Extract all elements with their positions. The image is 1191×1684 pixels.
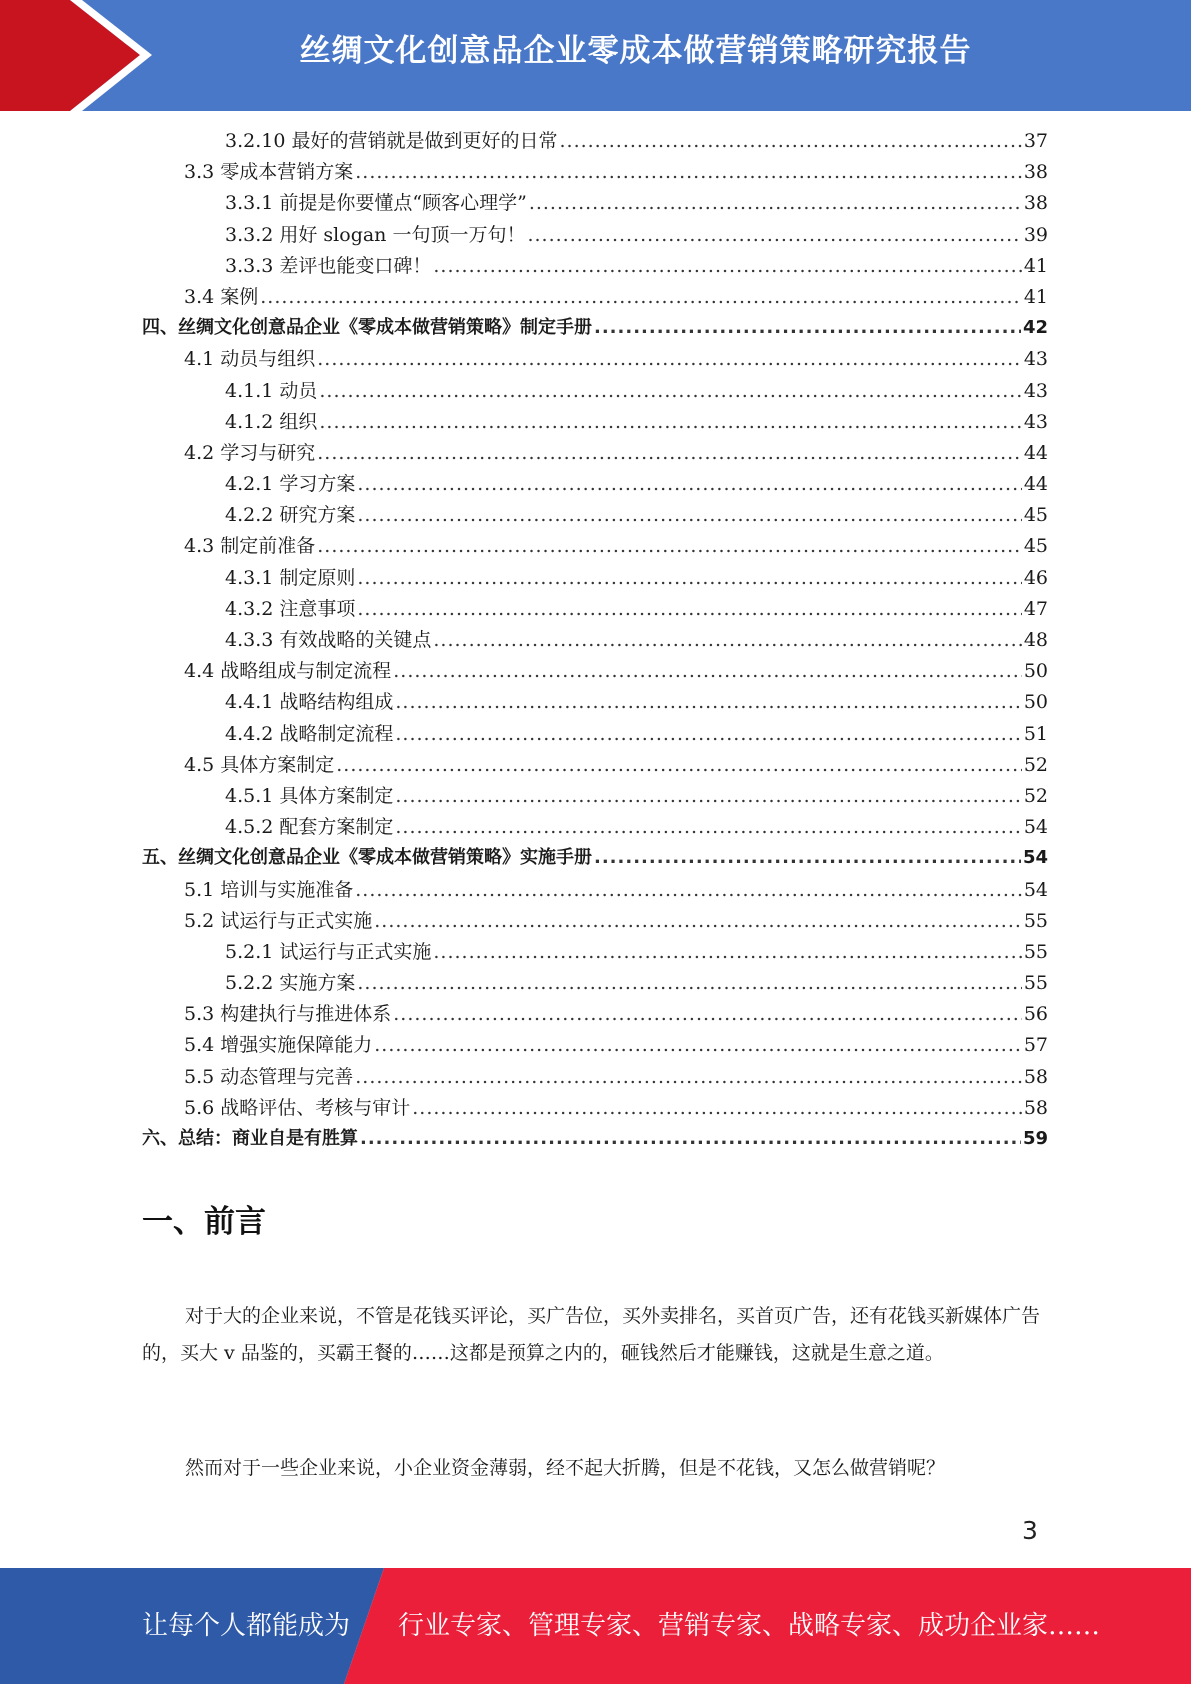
intro-paragraph-2: 然而对于一些企业来说，小企业资金薄弱，经不起大折腾，但是不花钱，又怎么做营销呢？ <box>185 1457 946 1479</box>
toc-dot-leader <box>594 317 1021 338</box>
toc-entry-page: 55 <box>1023 940 1048 963</box>
toc-dot-leader <box>317 442 1022 464</box>
toc-entry-page: 41 <box>1023 285 1048 308</box>
toc-entry[interactable] <box>142 563 1048 594</box>
toc-entry-page: 54 <box>1022 847 1048 869</box>
toc-dot-leader <box>374 910 1022 932</box>
toc-dot-leader <box>357 567 1021 589</box>
toc-entry-label: 4.3 制定前准备 <box>184 535 316 558</box>
toc-entry-page: 54 <box>1023 878 1048 901</box>
toc-entry[interactable] <box>142 251 1048 282</box>
toc-entry-label: 4.3.3 有效战略的关键点 <box>225 629 432 651</box>
toc-entry-page: 55 <box>1023 972 1048 995</box>
toc-entry-label: 5.5 动态管理与完善 <box>184 1065 354 1088</box>
toc-entry-label: 3.3.2 用好 slogan 一句顶一万句！ <box>225 223 526 246</box>
toc-entry[interactable] <box>142 781 1048 812</box>
toc-dot-leader <box>527 224 1021 246</box>
toc-entry-label: 5.1 培训与实施准备 <box>184 878 354 901</box>
toc-entry-label: 4.5 具体方案制定 <box>184 753 335 776</box>
toc-entry[interactable] <box>142 1062 1048 1093</box>
toc-entry-label: 五、丝绸文化创意品企业《零成本做营销策略》实施手册 <box>142 847 592 869</box>
toc-entry-page: 54 <box>1023 816 1048 839</box>
toc-entry-page: 50 <box>1023 691 1048 714</box>
toc-entry[interactable] <box>142 750 1048 781</box>
toc-entry[interactable] <box>142 376 1048 407</box>
page-footer <box>0 1568 1191 1684</box>
toc-entry[interactable] <box>142 531 1048 562</box>
toc-dot-leader <box>594 847 1021 868</box>
toc-entry[interactable] <box>142 594 1048 625</box>
toc-entry-label: 4.1.2 组织 <box>225 410 318 433</box>
toc-entry-label: 4.3.2 注意事项 <box>225 597 356 620</box>
toc-entry-page: 52 <box>1023 753 1048 776</box>
toc-dot-leader <box>393 660 1022 682</box>
toc-dot-leader <box>319 411 1021 433</box>
toc-entry-page: 50 <box>1023 660 1048 683</box>
toc-entry-page: 52 <box>1023 784 1048 807</box>
toc-entry-label: 5.2.1 试运行与正式实施 <box>225 940 432 963</box>
toc-entry-label: 3.4 案例 <box>184 285 259 308</box>
toc-dot-leader <box>355 879 1022 901</box>
toc-dot-leader <box>357 598 1021 620</box>
section-heading: 一、前言 <box>142 1204 266 1240</box>
toc-entry-page: 58 <box>1023 1096 1048 1119</box>
toc-entry-page: 42 <box>1022 317 1048 339</box>
toc-dot-leader <box>336 754 1022 776</box>
toc-dot-leader <box>360 1128 1021 1149</box>
toc-entry-page: 56 <box>1023 1003 1048 1026</box>
toc-entry[interactable] <box>142 875 1048 906</box>
toc-dot-leader <box>433 941 1021 963</box>
toc-entry[interactable] <box>142 719 1048 750</box>
toc-entry-page: 37 <box>1023 130 1048 152</box>
toc-entry-page: 47 <box>1023 597 1048 620</box>
toc-dot-leader <box>559 130 1021 152</box>
toc-entry-label: 3.2.10 最好的营销就是做到更好的日常 <box>225 130 558 152</box>
toc-entry-page: 55 <box>1023 909 1048 932</box>
toc-entry[interactable] <box>142 407 1048 438</box>
toc-entry[interactable] <box>142 313 1048 344</box>
toc-dot-leader <box>395 723 1021 745</box>
toc-entry-label: 5.4 增强实施保障能力 <box>184 1034 373 1057</box>
toc-entry-page: 46 <box>1023 566 1048 589</box>
toc-entry-label: 4.1.1 动员 <box>225 379 318 402</box>
table-of-contents <box>142 126 1048 1155</box>
toc-entry-label: 4.3.1 制定原则 <box>225 566 356 589</box>
toc-entry[interactable] <box>142 438 1048 469</box>
toc-entry-label: 5.2.2 实施方案 <box>225 972 356 995</box>
toc-entry-label: 5.3 构建执行与推进体系 <box>184 1003 392 1026</box>
toc-entry[interactable] <box>142 937 1048 968</box>
toc-entry[interactable] <box>142 500 1048 531</box>
toc-entry-page: 39 <box>1023 223 1048 246</box>
toc-entry[interactable] <box>142 968 1048 999</box>
toc-dot-leader <box>529 192 1022 214</box>
toc-entry-label: 4.4.2 战略制定流程 <box>225 722 394 745</box>
toc-entry-label: 4.4 战略组成与制定流程 <box>184 660 392 683</box>
footer-slogan-roles: 行业专家、管理专家、营销专家、战略专家、成功企业家…… <box>398 1611 1101 1641</box>
toc-entry-page: 41 <box>1023 254 1048 277</box>
toc-entry[interactable] <box>142 157 1048 188</box>
page-header <box>0 0 1191 111</box>
toc-entry[interactable] <box>142 188 1048 219</box>
footer-slogan-lead: 让每个人都能成为 <box>142 1611 351 1641</box>
toc-entry-label: 3.3.3 差评也能变口碑！ <box>225 254 432 277</box>
toc-dot-leader <box>317 348 1022 370</box>
toc-entry-label: 4.5.2 配套方案制定 <box>225 816 394 839</box>
toc-entry-page: 44 <box>1023 441 1048 464</box>
toc-entry-label: 六、总结：商业自是有胜算 <box>142 1128 358 1149</box>
toc-dot-leader <box>317 535 1022 557</box>
toc-dot-leader <box>357 504 1021 526</box>
report-title: 丝绸文化创意品企业零成本做营销策略研究报告 <box>299 33 972 69</box>
toc-dot-leader <box>355 161 1022 183</box>
toc-entry-label: 4.1 动员与组织 <box>184 348 316 371</box>
toc-entry-page: 43 <box>1023 348 1048 371</box>
toc-dot-leader <box>260 286 1022 308</box>
toc-dot-leader <box>355 1066 1022 1088</box>
toc-dot-leader <box>433 629 1021 651</box>
toc-entry[interactable] <box>142 126 1048 157</box>
toc-dot-leader <box>357 473 1021 495</box>
toc-entry-page: 45 <box>1023 504 1048 527</box>
toc-dot-leader <box>395 785 1021 807</box>
toc-entry-label: 3.3.1 前提是你要懂点“顾客心理学” <box>225 192 527 215</box>
toc-dot-leader <box>412 1097 1022 1119</box>
toc-entry-label: 4.2 学习与研究 <box>184 441 316 464</box>
toc-entry[interactable] <box>142 812 1048 843</box>
toc-entry-label: 3.3 零成本营销方案 <box>184 161 354 184</box>
toc-entry-label: 4.4.1 战略结构组成 <box>225 691 394 714</box>
toc-entry-label: 4.2.2 研究方案 <box>225 504 356 527</box>
toc-entry-label: 5.6 战略评估、考核与审计 <box>184 1096 411 1119</box>
toc-entry[interactable] <box>142 999 1048 1030</box>
toc-entry-page: 43 <box>1023 379 1048 402</box>
intro-paragraph-1: 对于大的企业来说，不管是花钱买评论，买广告位，买外卖排名，买首页广告，还有花钱买新媒体广告的，买大 v 品鉴的，买霸王餐的……这都是预算之内的，砸钱然后才能赚钱，这就是生意之道。 <box>142 1305 1041 1364</box>
toc-entry-label: 4.5.1 具体方案制定 <box>225 784 394 807</box>
toc-entry[interactable] <box>142 344 1048 375</box>
page-number: 3 <box>1022 1516 1038 1545</box>
toc-entry[interactable] <box>142 220 1048 251</box>
toc-entry[interactable] <box>142 1030 1048 1061</box>
toc-entry-page: 45 <box>1023 535 1048 558</box>
toc-entry[interactable] <box>142 843 1048 874</box>
toc-dot-leader <box>395 691 1021 713</box>
toc-dot-leader <box>374 1034 1022 1056</box>
toc-entry-label: 4.2.1 学习方案 <box>225 473 356 496</box>
toc-entry-page: 44 <box>1023 473 1048 496</box>
toc-entry-page: 48 <box>1023 629 1048 651</box>
toc-entry-label: 四、丝绸文化创意品企业《零成本做营销策略》制定手册 <box>142 317 592 339</box>
toc-entry[interactable] <box>142 625 1048 656</box>
toc-entry-page: 43 <box>1023 410 1048 433</box>
toc-entry-page: 38 <box>1023 192 1048 215</box>
toc-entry-page: 51 <box>1023 722 1048 745</box>
toc-entry-page: 59 <box>1022 1128 1048 1149</box>
toc-entry[interactable] <box>142 282 1048 313</box>
toc-entry[interactable] <box>142 469 1048 500</box>
toc-entry-page: 57 <box>1023 1034 1048 1057</box>
toc-dot-leader <box>395 816 1021 838</box>
toc-dot-leader <box>433 255 1021 277</box>
toc-entry[interactable] <box>142 656 1048 687</box>
toc-entry[interactable] <box>142 1093 1048 1124</box>
toc-dot-leader <box>319 380 1021 402</box>
toc-entry-page: 38 <box>1023 161 1048 184</box>
toc-entry-page: 58 <box>1023 1065 1048 1088</box>
toc-dot-leader <box>357 972 1021 994</box>
toc-dot-leader <box>393 1003 1022 1025</box>
toc-entry[interactable] <box>142 687 1048 718</box>
toc-entry-label: 5.2 试运行与正式实施 <box>184 909 373 932</box>
toc-entry[interactable] <box>142 1124 1048 1155</box>
toc-entry[interactable] <box>142 906 1048 937</box>
